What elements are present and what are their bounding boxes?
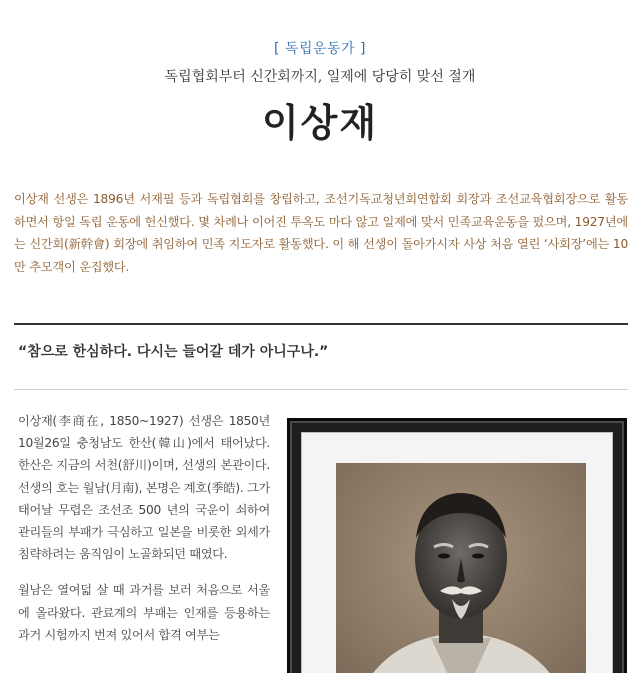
portrait-frame (287, 418, 627, 673)
article-body (18, 410, 270, 660)
pull-quote: “참으로 한심하다. 다시는 들어갈 데가 아니구나.” (18, 344, 329, 360)
portrait-mat (301, 432, 613, 673)
category-label: [ 독립운동가 ] (274, 41, 366, 57)
intro-paragraph: 이상재 선생은 1896년 서재필 등과 독립협회를 창립하고, 조선기독교청년회연합회 회장과 조선교육협회장으로 활동하면서 항일 독립 운동에 헌신했다. 몇 차례나 이어진 투옥도 마다 않고 일제에 맞서 민족교육운동을 펐으며, 1927년에는 신간회(新幹會) 회장에 취임하여 민족 지도자로 활동했다. 이 해 선생이 돌아가시자 사상 처음 열린 ‘사회장’에는 10만 추모객이 운집했다. (14, 192, 628, 274)
portrait-photo (336, 463, 586, 673)
body-paragraph: 이상재(李商在, 1850~1927) 선생은 1850년 10월26일 충청남도 한산(韓山)에서 태어났다. 한산은 지금의 서천(舒川)이며, 선생의 본관이다. 선생의 호는 월남(月南), 본명은 계호(季皓). 그가 태어날 무렵은 조선조 500 년의 국운이 쇠하여 관리들의 부패가 극심하고 일본을 비롯한 외세가 침략하려는 움직임이 노골화되던 때였다. (18, 414, 270, 562)
divider-bottom (14, 389, 628, 390)
article-title: 이상재 (261, 100, 379, 145)
divider-top (14, 323, 628, 325)
article-subtitle: 독립협회부터 신간회까지, 일제에 당당히 맞선 절개 (164, 69, 476, 85)
body-paragraph: 월남은 열여덟 살 때 과거를 보러 처음으로 서울에 올라왔다. 관료계의 부패는 인재를 등용하는 과거 시험까지 번져 있어서 합격 여부는 (18, 583, 270, 642)
